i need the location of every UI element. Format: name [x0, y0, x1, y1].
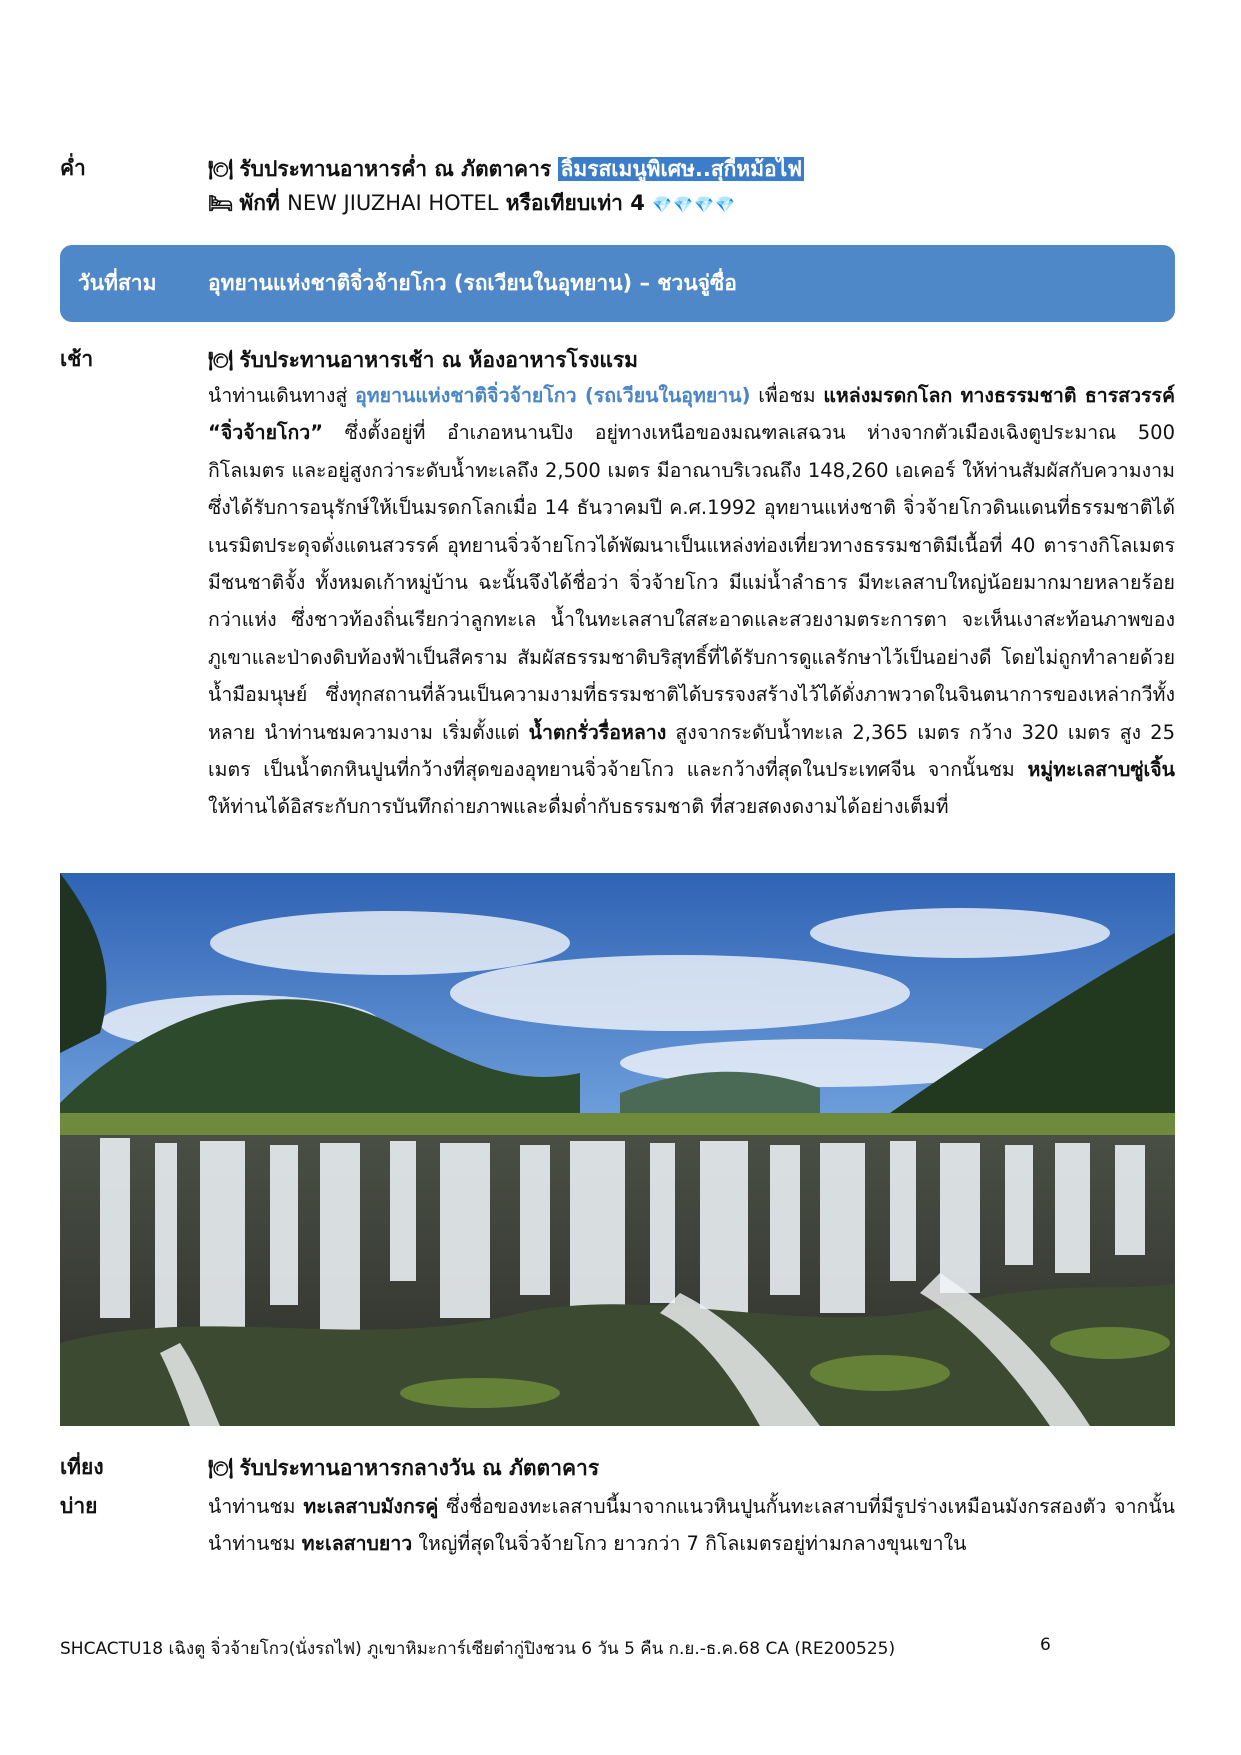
lunch-text: รับประทานอาหารกลางวัน ณ ภัตตาคาร: [239, 1456, 600, 1480]
twin-dragon-lake: ทะเลสาบมังกรคู่: [303, 1495, 439, 1518]
text-run: ใหญ่ที่สุดในจิ่วจ้ายโกว ยาวกว่า 7 กิโลเมตรอยู่ท่ามกลางขุนเขาใน: [418, 1532, 967, 1556]
hotel-prefix: พักที่: [239, 191, 280, 215]
hotel-name: NEW JIUZHAI HOTEL: [287, 191, 499, 215]
dinner-content: [208, 152, 1175, 222]
dinner-meal-text: รับประทานอาหารค่ำ ณ ภัตตาคาร: [239, 157, 552, 181]
text-run: สูงจากระดับน้ำทะเล 2,365 เมตร กว้าง 320 เมตร สูง 25 เมตร เป็นน้ำตกหินปูนที่กว้างที่สุดของอุทยานจิ่วจ้ายโกว และกว้างที่สุดในประเทศจีน จากนั้นชม: [208, 720, 1175, 782]
text-run: ให้ท่านได้อิสระกับการบันทึกถ่ายภาพและดื่มด่ำกับธรรมชาติ ที่สวยสดงดงามได้อย่างเต็มที่: [208, 795, 949, 819]
dining-icon: 🍽: [208, 1456, 234, 1480]
afternoon-content: [208, 1488, 1175, 1563]
day-title: อุทยานแห่งชาติจิ่วจ้ายโกว (รถเวียนในอุทยาน) – ชวนจู่ซื่อ: [208, 271, 737, 295]
lunch-content: [208, 1451, 1175, 1485]
lunch-line: [208, 1451, 1175, 1485]
long-lake: ทะเลสาบยาว: [301, 1532, 413, 1556]
afternoon-paragraph: [208, 1488, 1175, 1563]
breakfast-line: [208, 343, 1175, 377]
day-label: วันที่สาม: [78, 271, 157, 295]
bed-icon: 🛏: [208, 191, 234, 215]
text-run: นำท่านชม: [208, 1495, 296, 1518]
dinner-highlight: ลิ้มรสเมนูพิเศษ..สุกี้หม้อไฟ: [560, 157, 803, 181]
morning-content: [208, 343, 1175, 826]
time-label-dinner: ค่ำ: [60, 156, 86, 180]
breakfast-text: รับประทานอาหารเช้า ณ ห้องอาหารโรงแรม: [239, 348, 639, 372]
waterfall-name: น้ำตกรั่วรื่อหลาง: [528, 720, 667, 744]
time-label-morning: เช้า: [60, 347, 94, 371]
time-label-afternoon: บ่าย: [60, 1494, 98, 1518]
park-link-text: อุทยานแห่งชาติจิ่วจ้ายโกว (รถเวียนในอุทยาน): [355, 384, 751, 407]
day-header-bar: [60, 245, 1175, 322]
morning-paragraph: [208, 377, 1175, 826]
hotel-suffix: หรือเทียบเท่า 4: [505, 191, 645, 215]
waterfall-photo: [60, 873, 1175, 1426]
world-heritage-text: แหล่งมรดกโลก ทางธรรมชาติ ธารสวรรค์ “จิ่วจ้ายโกว”: [208, 384, 1176, 445]
lake-name: หมู่ทะเลสาบซู่เจิ้น: [1027, 758, 1175, 782]
dining-icon: 🍽: [208, 348, 234, 372]
hotel-line: [208, 186, 1175, 222]
text-run: ซึ่งตั้งอยู่ที่ อำเภอหนานปิง อยู่ทางเหนือของมณฑลเสฉวน ห่างจากตัวเมืองเฉิงตูประมาณ 500 กิโลเมตร และอยู่สูงกว่าระดับน้ำทะเลถึง 2,500 เมตร มีอาณาบริเวณถึง 148,260 เอเคอร์ ให้ท่านสัมผัสกับความงาม ซึ่งได้รับการอนุรักษ์ให้เป็นมรดกโลกเมื่อ 14 ธันวาคมปี ค.ศ.1992 อุทยานแห่งชาติ จิ่วจ้ายโกวดินแดนที่ธรรมชาติได้เนรมิตประดุจดั่งแดนสวรรค์ อุทยานจิ่วจ้ายโกวได้พัฒนาเป็นแหล่งท่องเที่ยวทางธรรมชาติมีเนื้อที่ 40 ตารางกิโลเมตร มีชนชาติจั้ง ทั้งหมดเก้าหมู่บ้าน ฉะนั้นจึงได้ชื่อว่า จิ่วจ้ายโกว มีแม่น้ำลำธาร มีทะเลสาบใหญ่น้อยมากมายหลายร้อยกว่าแห่ง ซึ่งชาวท้องถิ่นเรียกว่าลูกทะเล น้ำในทะเลสาบใสสะอาดและสวยงามตระการตา จะเห็นเงาสะท้อนภาพของภูเขาและป่าดงดิบท้องฟ้าเป็นสีคราม สัมผัสธรรมชาติบริสุทธิ์ที่ได้รับการดูแลรักษาไว้เป็นอย่างดี โดยไม่ถูกทำลายด้วยน้ำมือมนุษย์ ซึ่งทุกสถานที่ล้วนเป็นความงามที่ธรรมชาติได้บรรจงสร้างไว้ได้ดั่งภาพวาดในจินตนาการของเหล่ากวีทั้งหลาย นำท่านชมความงาม เริ่มตั้งแต่: [208, 421, 1175, 744]
footer-text: SHCACTU18 เฉิงตู จิ่วจ้ายโกว(นั่งรถไฟ) ภูเขาหิมะการ์เซียต๋ากู่ปิงชวน 6 วัน 5 คืน ก.ย.-ธ.ค.68 CA (RE200525): [60, 1639, 896, 1659]
page-number: 6: [1040, 1635, 1051, 1655]
text-run: ซึ่งชื่อของทะเลสาบนี้มาจากแนวหินปูนกั้นทะเลสาบที่มีรูปร่างเหมือนมังกรสองตัว จากนั้นนำท่านชม: [208, 1495, 1176, 1556]
text-run: เพื่อชม: [758, 384, 816, 407]
diamond-icon: 💎💎💎💎: [652, 195, 736, 214]
dining-icon: 🍽: [208, 157, 234, 181]
text-run: นำท่านเดินทางสู่: [208, 384, 348, 407]
time-label-lunch: เที่ยง: [60, 1455, 104, 1479]
dinner-meal-line: [208, 152, 1175, 186]
